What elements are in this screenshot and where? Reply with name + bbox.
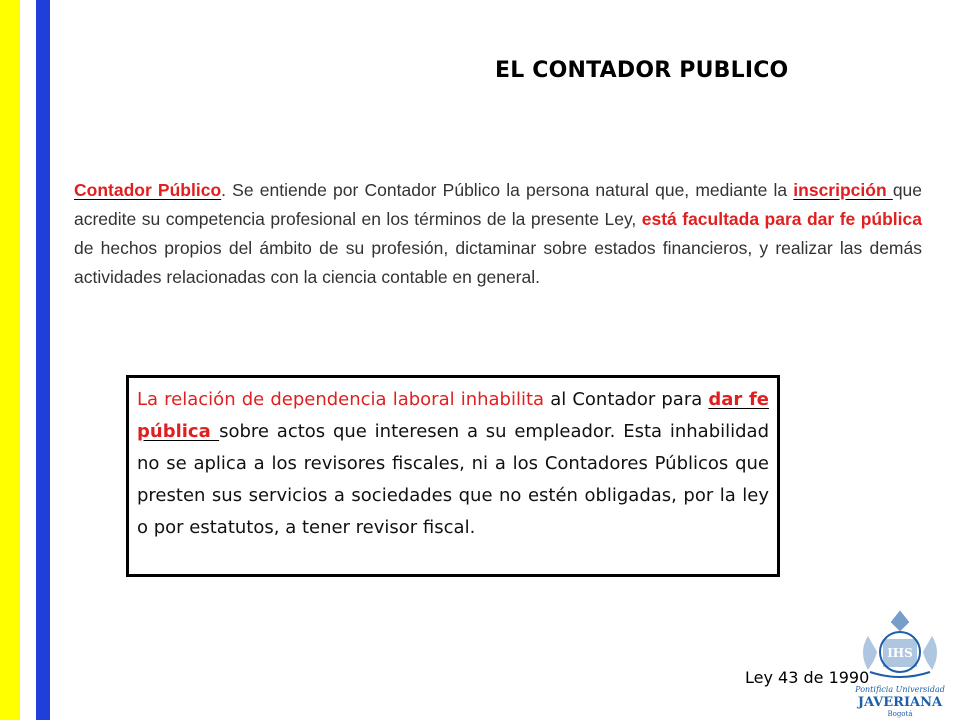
definition-text-1: . Se entiende por Contador Público la persona natural que, mediante la xyxy=(221,180,794,200)
rule-text-2: sobre actos que interesen a su empleador. Esta inhabilidad no se aplica a los revisores fiscales, ni a los Contadores Públicos que presten sus servicios a sociedades que no estén obligadas, por la ley o por estatutos, a tener revisor fiscal. xyxy=(137,421,769,538)
definition-text-2: que acredite su competencia profesional en los términos de la presente Ley, xyxy=(74,180,923,229)
svg-text:Bogotá: Bogotá xyxy=(887,710,913,718)
rule-lead: La relación de dependencia laboral inhabilita xyxy=(137,389,545,410)
blue-stripe xyxy=(36,0,50,720)
university-seal-icon xyxy=(850,608,950,720)
definition-text-3: de hechos propios del ámbito de su profesión, dictaminar sobre estados financieros, y realizar las demás actividades relacionadas con la ciencia contable en general. xyxy=(74,238,922,287)
rule-box xyxy=(126,375,780,577)
law-reference: Ley 43 de 1990 xyxy=(745,668,870,687)
rule-paragraph xyxy=(137,384,769,544)
yellow-stripe xyxy=(0,0,20,720)
svg-text:JAVERIANA: JAVERIANA xyxy=(857,695,943,710)
term-dar-fe-publica: dar fe pública xyxy=(137,389,769,442)
term-facultada: está facultada para dar fe pública xyxy=(641,209,922,229)
javeriana-logo xyxy=(850,608,950,720)
rule-text-1: al Contador para xyxy=(544,389,709,410)
definition-paragraph xyxy=(74,176,922,292)
svg-text:IHS: IHS xyxy=(887,646,913,660)
slide-title: EL CONTADOR PUBLICO xyxy=(495,58,789,83)
term-inscripcion: inscripción xyxy=(793,180,893,200)
svg-text:Pontificia Universidad: Pontificia Universidad xyxy=(855,685,945,694)
term-contador-publico: Contador Público xyxy=(74,180,222,200)
